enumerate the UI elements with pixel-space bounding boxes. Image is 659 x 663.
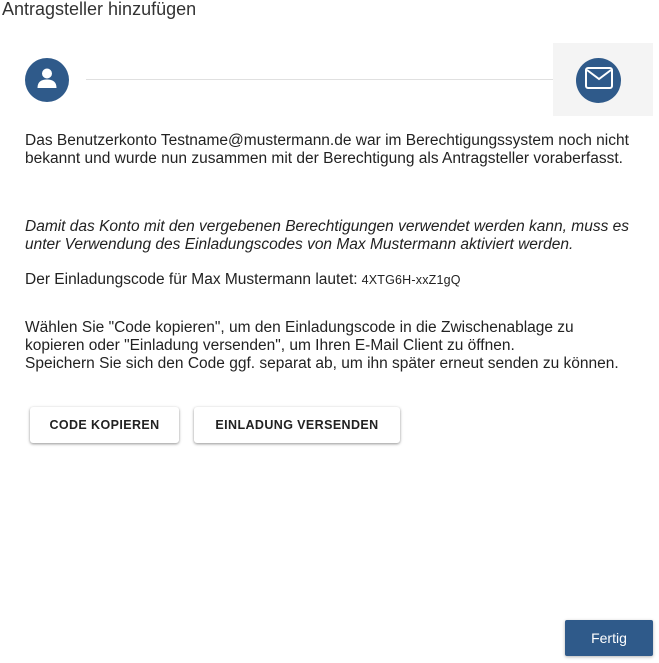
invitation-code-line xyxy=(25,271,635,289)
instructions-text xyxy=(25,319,635,373)
account-info-text: Das Benutzerkonto Testname@mustermann.de war im Berechtigungssystem noch nicht bekannt und wurde nun zusammen mit der Berechtigung als Antragsteller voraberfasst. xyxy=(25,132,629,167)
done-button[interactable]: Fertig xyxy=(565,620,653,656)
invitation-code-label: Der Einladungscode für Max Mustermann lautet: xyxy=(25,271,358,288)
instructions-line-1: Wählen Sie "Code kopieren", um den Einladungscode in die Zwischenablage zu kopieren oder "Einladung versenden", um Ihren E-Mail Client zu öffnen. xyxy=(25,319,574,354)
dialog-title: Antragsteller hinzufügen xyxy=(2,0,197,19)
invitation-code-value: 4XTG6H-xxZ1gQ xyxy=(361,273,461,287)
mail-icon xyxy=(585,67,613,94)
instructions-line-2: Speichern Sie sich den Code ggf. separat ab, um ihn später erneut senden zu können. xyxy=(25,355,619,372)
user-icon xyxy=(36,67,58,94)
activation-note-text: Damit das Konto mit den vergebenen Berechtigungen verwendet werden kann, muss es unter Verwendung des Einladungscodes von Max Mustermann aktiviert werden. xyxy=(25,218,629,253)
send-invitation-button[interactable]: EINLADUNG VERSENDEN xyxy=(194,407,400,443)
step-connector xyxy=(86,79,569,80)
step-user xyxy=(25,58,69,102)
copy-code-button[interactable]: CODE KOPIEREN xyxy=(30,407,179,443)
step-mail xyxy=(576,58,621,103)
